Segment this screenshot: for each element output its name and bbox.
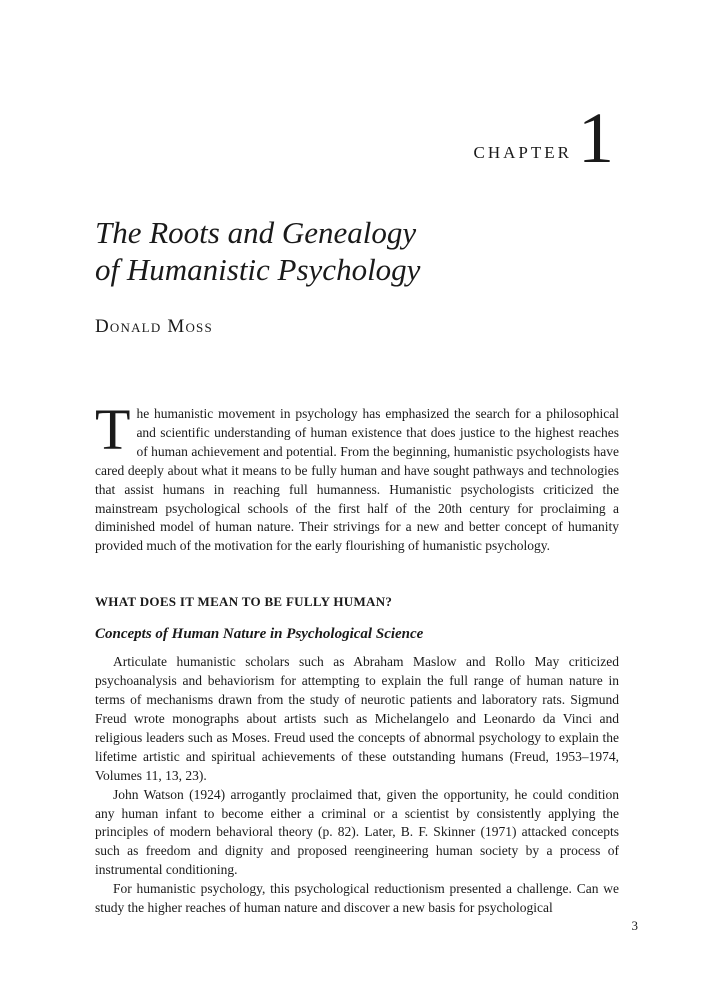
chapter-title-line-2: of Humanistic Psychology [95,252,421,287]
paragraph-1: Articulate humanistic scholars such as Abraham Maslow and Rollo May criticized psychoanalysis and behaviorism for attempting to explain the full range of human nature in terms of mechanisms drawn from the study of neurotic patients and laboratory rats. Sigmund Freud wrote monographs about artists such as Michelangelo and Leonardo da Vinci and religious leaders such as Moses. Freud used the concepts of abnormal psychology to explain the lifetime artistic and spiritual achievements of these outstanding humans (Freud, 1953–1974, Volumes 11, 13, 23). [95,654,619,783]
paragraph-3: For humanistic psychology, this psychological reductionism presented a challenge. Can we study the higher reaches of human nature and discover a new basis for psychological [95,881,619,916]
author-name: Donald Moss [95,316,213,337]
chapter-label: CHAPTER [473,143,572,163]
intro-paragraph [95,397,619,556]
chapter-title [95,214,420,288]
page-number: 3 [631,918,638,933]
paragraph-2: John Watson (1924) arrogantly proclaimed that, given the opportunity, he could condition any human infant to become either a criminal or a scientist by consistently applying the principles of modern behavioral theory (p. 82). Later, B. F. Skinner (1971) attacked concepts such as freedom and dignity and proposed reengineering human society by a process of instrumental conditioning. [95,786,619,878]
chapter-title-line-1: The Roots and Genealogy [95,215,417,250]
intro-text: he humanistic movement in psychology has emphasized the search for a philosophical and scientific understanding of human existence that does justice to the highest reaches of human achievement and potential. From the beginning, humanistic psychologists have cared deeply about what it means to be fully human and have sought pathways and technologies that assist humans in reaching full humanness. Humanistic psychologists criticized the mainstream psychological schools of the first half of the 20th century for proclaiming a diminished model of human nature. Their strivings for a new and better concept of humanity provided much of the motivation for the early flourishing of humanistic psychology. [95,406,619,554]
section-heading: WHAT DOES IT MEAN TO BE FULLY HUMAN? [95,594,393,610]
body-text [95,397,619,918]
subsection-heading: Concepts of Human Nature in Psychological Science [95,626,424,643]
chapter-number: 1 [578,98,614,178]
chapter-heading [473,98,614,178]
drop-cap: T [95,397,131,462]
